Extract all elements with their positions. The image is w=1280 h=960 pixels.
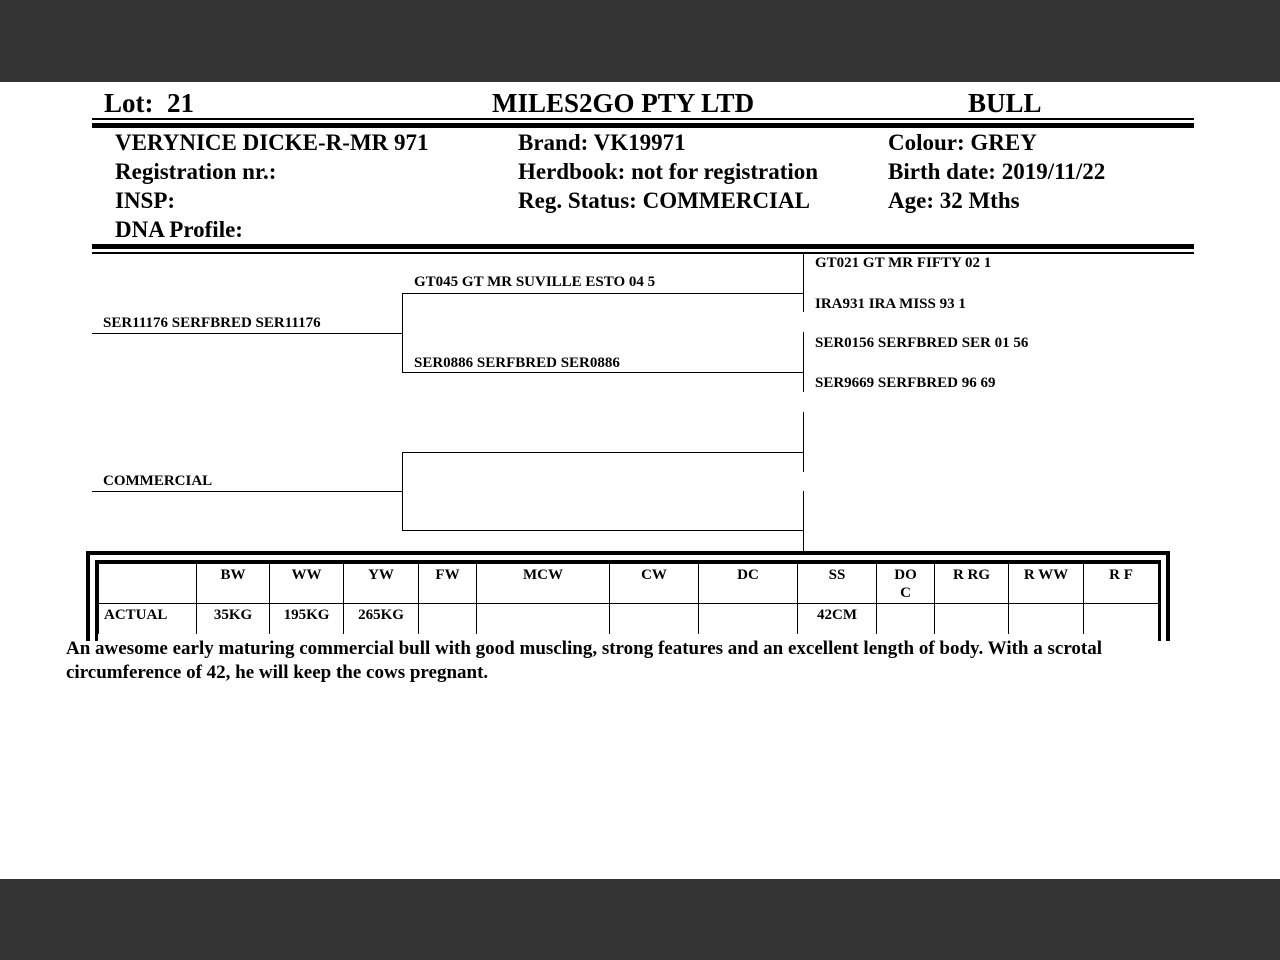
- reg-status: Reg. Status: COMMERCIAL: [518, 188, 810, 213]
- performance-header-row: [99, 564, 1159, 604]
- header-cell: WW: [270, 564, 344, 604]
- header-rule-thin: [92, 118, 1194, 120]
- lot-description: An awesome early maturing commercial bull with good muscling, strong features and an excellent length of body. With a scrotal circumference of 42, he will keep the cows pregnant.: [66, 638, 1103, 683]
- header-cell: FW: [419, 564, 477, 604]
- info-rule-thick: [92, 244, 1194, 249]
- header-cell: [99, 564, 197, 604]
- actual-cell: 195KG: [270, 604, 344, 635]
- pedigree-sss: GT021 GT MR FIFTY 02 1: [815, 255, 992, 271]
- info-rule-thin: [92, 252, 1194, 254]
- brand: Brand: VK19971: [518, 130, 686, 155]
- actual-cell: [610, 604, 699, 635]
- header-cell: CW: [610, 564, 699, 604]
- catalogue-page: [0, 82, 1280, 879]
- birth-date: Birth date: 2019/11/22: [888, 159, 1106, 184]
- seller-name: MILES2GO PTY LTD: [492, 88, 755, 118]
- performance-table: [98, 563, 1159, 634]
- colour: Colour: GREY: [888, 130, 1037, 155]
- actual-cell: [477, 604, 610, 635]
- animal-name: VERYNICE DICKE-R-MR 971: [115, 130, 429, 155]
- actual-cell: 42CM: [798, 604, 877, 635]
- header-cell: SS: [798, 564, 877, 604]
- animal-category: BULL: [968, 88, 1042, 118]
- lot-number: 21: [167, 88, 194, 118]
- actual-cell: 265KG: [344, 604, 419, 635]
- lot-heading: [104, 88, 194, 118]
- insp: INSP:: [115, 188, 176, 213]
- actual-cell: [877, 604, 935, 635]
- actual-cell: [1009, 604, 1084, 635]
- dna-profile: DNA Profile:: [115, 217, 243, 242]
- age: Age: 32 Mths: [888, 188, 1020, 213]
- actual-cell: [419, 604, 477, 635]
- pedigree-sds: SER0156 SERFBRED SER 01 56: [815, 335, 1029, 351]
- herdbook: Herdbook: not for registration: [518, 159, 819, 184]
- header-cell: BW: [197, 564, 270, 604]
- header-cell: DC: [699, 564, 798, 604]
- header-cell: R F: [1084, 564, 1159, 604]
- pedigree-sdd: SER9669 SERFBRED 96 69: [815, 375, 996, 391]
- actual-cell: ACTUAL: [99, 604, 197, 635]
- pedigree-sire: SER11176 SERFBRED SER11176: [103, 315, 321, 331]
- header-cell: DO C: [877, 564, 935, 604]
- header-cell: R WW: [1009, 564, 1084, 604]
- lot-label: Lot:: [104, 88, 154, 118]
- pedigree-sire-sire: GT045 GT MR SUVILLE ESTO 04 5: [414, 274, 656, 290]
- actual-cell: [1084, 604, 1159, 635]
- registration-number: Registration nr.:: [115, 159, 277, 184]
- pedigree-sire-dam: SER0886 SERFBRED SER0886: [414, 355, 620, 371]
- header-cell: MCW: [477, 564, 610, 604]
- actual-cell: [935, 604, 1009, 635]
- pedigree-dam: COMMERCIAL: [103, 473, 213, 489]
- header-cell: YW: [344, 564, 419, 604]
- actual-cell: [699, 604, 798, 635]
- pedigree-ssd: IRA931 IRA MISS 93 1: [815, 296, 966, 312]
- performance-actual-row: [99, 604, 1159, 635]
- header-cell: R RG: [935, 564, 1009, 604]
- actual-cell: 35KG: [197, 604, 270, 635]
